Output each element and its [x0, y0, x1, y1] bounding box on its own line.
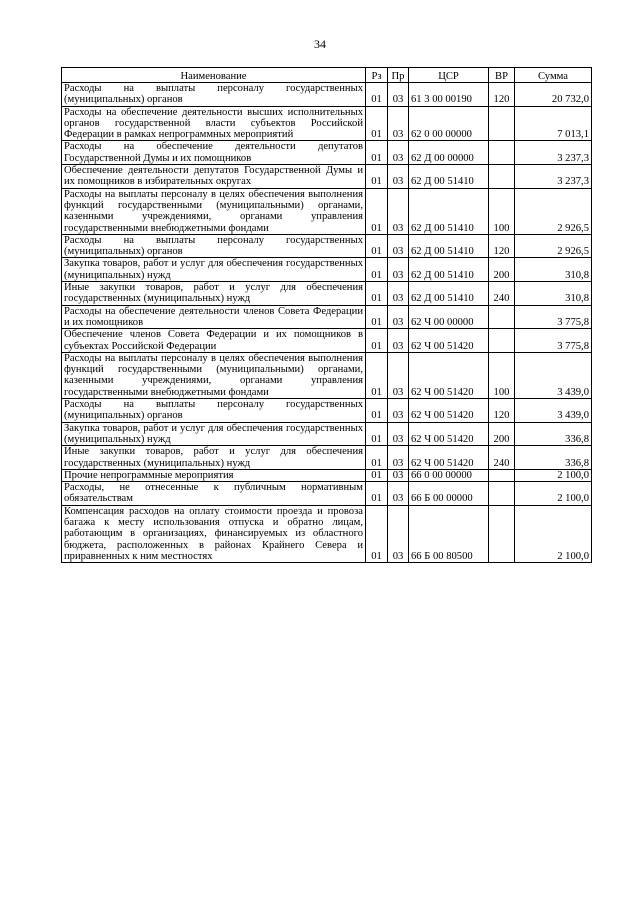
- row-vr: [489, 469, 515, 481]
- page-number: 34: [314, 37, 326, 51]
- table-row: [62, 234, 592, 258]
- row-sum: 310,8: [515, 258, 592, 282]
- row-pr: 03: [388, 329, 409, 353]
- table-row: [62, 422, 592, 446]
- row-pr: 03: [388, 422, 409, 446]
- row-csr: 62 Д 00 00000: [409, 141, 489, 165]
- row-vr: 120: [489, 399, 515, 423]
- table-row: [62, 106, 592, 141]
- row-csr: 62 0 00 00000: [409, 106, 489, 141]
- table-row: [62, 282, 592, 306]
- row-sum: 2 926,5: [515, 188, 592, 234]
- row-vr: 120: [489, 234, 515, 258]
- row-name: Расходы, не отнесенные к публичным нормативным обязательствам: [62, 482, 366, 506]
- table-row: [62, 305, 592, 329]
- table-header: [62, 68, 592, 83]
- row-vr: [489, 505, 515, 562]
- budget-table: [61, 67, 592, 563]
- table-row: [62, 83, 592, 107]
- row-sum: 3 237,3: [515, 141, 592, 165]
- row-vr: 240: [489, 282, 515, 306]
- table-row: [62, 469, 592, 481]
- header-pr: Пр: [388, 68, 409, 83]
- row-name: Расходы на обеспечение деятельности высших исполнительных органов государственной власти субъектов Российской Федерации в рамках непрограммных мероприятий: [62, 106, 366, 141]
- row-pr: 03: [388, 188, 409, 234]
- row-name: Расходы на выплаты персоналу в целях обеспечения выполнения функций государственными (муниципальными) органами, казенными учреждениями, органами управления государственными внебюджетными фондами: [62, 188, 366, 234]
- row-vr: 120: [489, 83, 515, 107]
- row-name: Расходы на обеспечение деятельности членов Совета Федерации и их помощников: [62, 305, 366, 329]
- header-name: Наименование: [62, 68, 366, 83]
- row-rz: 01: [366, 329, 388, 353]
- row-sum: 7 013,1: [515, 106, 592, 141]
- row-name: Обеспечение членов Совета Федерации и их помощников в субъектах Российской Федерации: [62, 329, 366, 353]
- row-rz: 01: [366, 505, 388, 562]
- row-name: Иные закупки товаров, работ и услуг для обеспечения государственных (муниципальных) нужд: [62, 282, 366, 306]
- header-csr: ЦСР: [409, 68, 489, 83]
- row-csr: 62 Д 00 51410: [409, 234, 489, 258]
- row-vr: [489, 106, 515, 141]
- row-vr: 100: [489, 188, 515, 234]
- row-pr: 03: [388, 352, 409, 398]
- row-csr: 61 3 00 00190: [409, 83, 489, 107]
- row-rz: 01: [366, 165, 388, 189]
- row-rz: 01: [366, 141, 388, 165]
- table-row: [62, 141, 592, 165]
- row-sum: 336,8: [515, 422, 592, 446]
- table-row: [62, 258, 592, 282]
- row-vr: [489, 141, 515, 165]
- row-vr: 200: [489, 258, 515, 282]
- row-rz: 01: [366, 422, 388, 446]
- row-name: Расходы на обеспечение деятельности депутатов Государственной Думы и их помощников: [62, 141, 366, 165]
- row-rz: 01: [366, 469, 388, 481]
- row-sum: 310,8: [515, 282, 592, 306]
- table-row: [62, 446, 592, 470]
- table-body: [62, 83, 592, 563]
- row-rz: 01: [366, 282, 388, 306]
- row-csr: 66 Б 00 00000: [409, 482, 489, 506]
- row-pr: 03: [388, 234, 409, 258]
- row-pr: 03: [388, 165, 409, 189]
- row-csr: 62 Ч 00 51420: [409, 399, 489, 423]
- row-csr: 62 Ч 00 51420: [409, 352, 489, 398]
- table-row: [62, 505, 592, 562]
- row-rz: 01: [366, 258, 388, 282]
- row-name: Расходы на выплаты персоналу государственных (муниципальных) органов: [62, 234, 366, 258]
- row-csr: 62 Д 00 51410: [409, 188, 489, 234]
- row-pr: 03: [388, 305, 409, 329]
- row-rz: 01: [366, 83, 388, 107]
- row-sum: 2 100,0: [515, 469, 592, 481]
- header-rz: Рз: [366, 68, 388, 83]
- row-csr: 62 Ч 00 00000: [409, 305, 489, 329]
- row-pr: 03: [388, 469, 409, 481]
- row-pr: 03: [388, 505, 409, 562]
- table-row: [62, 399, 592, 423]
- row-rz: 01: [366, 234, 388, 258]
- table-row: [62, 482, 592, 506]
- row-csr: 62 Ч 00 51420: [409, 422, 489, 446]
- row-vr: [489, 165, 515, 189]
- row-sum: 2 100,0: [515, 482, 592, 506]
- row-name: Расходы на выплаты персоналу государственных (муниципальных) органов: [62, 399, 366, 423]
- table-row: [62, 165, 592, 189]
- row-pr: 03: [388, 482, 409, 506]
- row-name: Расходы на выплаты персоналу государственных (муниципальных) органов: [62, 83, 366, 107]
- row-csr: 62 Д 00 51410: [409, 282, 489, 306]
- row-rz: 01: [366, 352, 388, 398]
- row-name: Расходы на выплаты персоналу в целях обеспечения выполнения функций государственными (муниципальными) органами, казенными учреждениями, органами управления государственными внебюджетными фондами: [62, 352, 366, 398]
- row-pr: 03: [388, 282, 409, 306]
- row-vr: 200: [489, 422, 515, 446]
- row-csr: 62 Д 00 51410: [409, 258, 489, 282]
- row-rz: 01: [366, 106, 388, 141]
- row-csr: 62 Ч 00 51420: [409, 446, 489, 470]
- row-sum: 2 926,5: [515, 234, 592, 258]
- header-vr: ВР: [489, 68, 515, 83]
- row-name: Закупка товаров, работ и услуг для обеспечения государственных (муниципальных) нужд: [62, 258, 366, 282]
- row-name: Компенсация расходов на оплату стоимости проезда и провоза багажа к месту использования отпуска и обратно лицам, работающим в организациях, финансируемых из областного бюджета, расположенных в районах Крайнего Севера и приравненных к ним местностях: [62, 505, 366, 562]
- row-sum: 3 439,0: [515, 352, 592, 398]
- row-sum: 3 237,3: [515, 165, 592, 189]
- row-pr: 03: [388, 258, 409, 282]
- row-sum: 3 775,8: [515, 305, 592, 329]
- row-vr: 100: [489, 352, 515, 398]
- row-sum: 20 732,0: [515, 83, 592, 107]
- row-csr: 66 0 00 00000: [409, 469, 489, 481]
- header-sum: Сумма: [515, 68, 592, 83]
- table-row: [62, 352, 592, 398]
- row-sum: 2 100,0: [515, 505, 592, 562]
- row-pr: 03: [388, 399, 409, 423]
- row-name: Обеспечение деятельности депутатов Государственной Думы и их помощников в избирательных округах: [62, 165, 366, 189]
- row-vr: [489, 482, 515, 506]
- row-csr: 62 Д 00 51410: [409, 165, 489, 189]
- row-vr: [489, 329, 515, 353]
- row-name: Закупка товаров, работ и услуг для обеспечения государственных (муниципальных) нужд: [62, 422, 366, 446]
- row-sum: 3 439,0: [515, 399, 592, 423]
- row-sum: 336,8: [515, 446, 592, 470]
- row-csr: 62 Ч 00 51420: [409, 329, 489, 353]
- row-rz: 01: [366, 482, 388, 506]
- table-row: [62, 329, 592, 353]
- row-rz: 01: [366, 446, 388, 470]
- row-rz: 01: [366, 188, 388, 234]
- row-name: Иные закупки товаров, работ и услуг для обеспечения государственных (муниципальных) нужд: [62, 446, 366, 470]
- row-vr: 240: [489, 446, 515, 470]
- row-pr: 03: [388, 106, 409, 141]
- row-rz: 01: [366, 305, 388, 329]
- row-csr: 66 Б 00 80500: [409, 505, 489, 562]
- row-name: Прочие непрограммные мероприятия: [62, 469, 366, 481]
- row-pr: 03: [388, 141, 409, 165]
- row-pr: 03: [388, 83, 409, 107]
- table-row: [62, 188, 592, 234]
- row-pr: 03: [388, 446, 409, 470]
- row-vr: [489, 305, 515, 329]
- row-rz: 01: [366, 399, 388, 423]
- row-sum: 3 775,8: [515, 329, 592, 353]
